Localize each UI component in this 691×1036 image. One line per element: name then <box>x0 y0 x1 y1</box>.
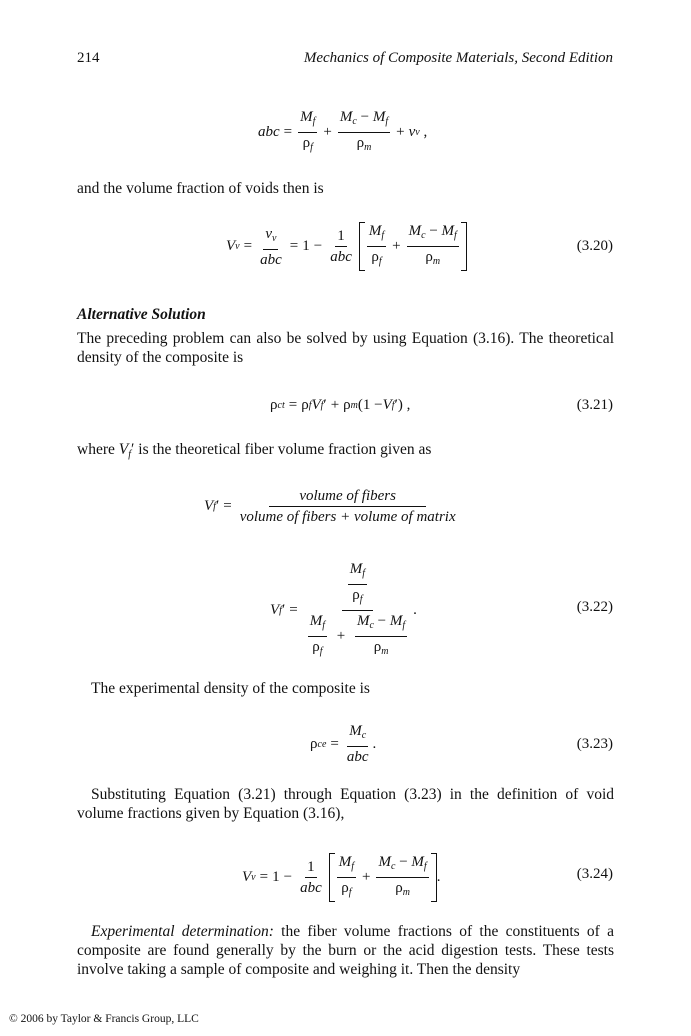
equation-3-24: V v = 1 − $\frac{1}{\text{abc}}$ $\frac{M_f}{\rho_f}$ + $\frac{M_c - M_f}{\rho_m}$ . <box>242 853 440 902</box>
equation-number-3-23: (3.23) <box>576 736 613 752</box>
paragraph-2: The preceding problem can also be solved by using Equation (3.16). The theoretical density of the composite is <box>77 330 614 366</box>
paragraph-6-italic-lead: Experimental determination: <box>91 923 274 940</box>
equation-number-3-20: (3.20) <box>576 238 613 254</box>
paragraph-4: The experimental density of the composite is <box>91 680 370 697</box>
equation-3-23: ρ ce = $\frac{M_c}{\text{abc}}$ . <box>310 723 377 765</box>
equation-number-3-22: (3.22) <box>576 599 613 615</box>
paragraph-6-body: the fiber volume fractions of the constituents of a composite are found generally by the burn or the acid digestion tests. These tests involve taking a sample of composite and weighing it. Then the density <box>77 923 614 978</box>
page-number: 214 <box>77 50 100 66</box>
paragraph-3-tail: is the theoretical fiber volume fraction given as <box>138 441 432 458</box>
paragraph-3-lead: where <box>77 441 115 458</box>
copyright-footer: © 2006 by Taylor & Francis Group, LLC <box>9 1013 199 1025</box>
equation-3-20: V v = $\frac{v_v}{\text{abc}}$ = 1 − $\frac{1}{\text{abc}}$ $\frac{M_f}{\rho_f}$ + $\frac{M_c - M_f}{\rho_m}$ <box>226 222 467 271</box>
equation-number-3-24: (3.24) <box>576 866 613 882</box>
paragraph-1: and the volume fraction of voids then is <box>77 180 324 197</box>
equation-3-21: ρ ct = ρ f V f ′ + ρ m (1 − V f ′) , <box>270 397 411 413</box>
equation-number-3-21: (3.21) <box>576 397 613 413</box>
running-title: Mechanics of Composite Materials, Second Edition <box>303 50 613 66</box>
paragraph-6 <box>77 922 614 979</box>
equation-abc: abc = $\frac{M_f}{\rho_f}$ + $\frac{M_c - M_f}{\rho_m}$ + v v , <box>258 109 428 153</box>
paragraph-3: where $V_f'$ is the theoretical fiber volume fraction given as <box>77 441 432 460</box>
paragraph-5: Substituting Equation (3.21) through Equation (3.23) in the definition of void volume fractions given by Equation (3.16), <box>77 786 614 822</box>
equation-3-22: V f ′ = $\frac{M_f}{\rho_f}$ $\frac{M_f}{\rho_f}$ + $\frac{M_c - M_f}{\rho_m}$ . <box>270 561 417 657</box>
section-heading: Alternative Solution <box>77 306 206 323</box>
vf-definition-denominator: volume of fibers + volume of matrix <box>239 509 456 525</box>
equation-vf-definition: V f ′ = $\frac{\text{volume of fibers}}{\text{volume of fibers + volume of matrix}}$ <box>204 488 456 525</box>
vf-definition-numerator: volume of fibers <box>269 487 426 507</box>
